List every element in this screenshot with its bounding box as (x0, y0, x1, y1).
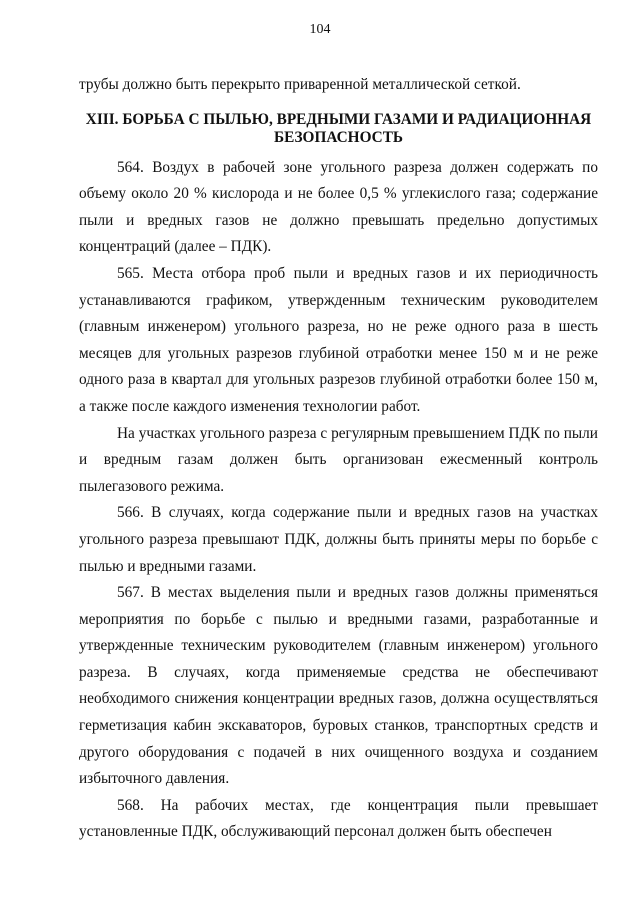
paragraph-565-continued: На участках угольного разреза с регулярным превышением ПДК по пыли и вредным газам должен быть организован ежесменный контроль пылегазового режима. (79, 424, 598, 495)
paragraph-566: 566. В случаях, когда содержание пыли и вредных газов на участках угольного разреза превышают ПДК, должны быть приняты меры по борьбе с пылью и вредными газами. (79, 504, 598, 575)
continuation-line: трубы должно быть перекрыто приваренной металлической сеткой. (79, 76, 521, 93)
section-heading-line-1: XIII. БОРЬБА С ПЫЛЬЮ, ВРЕДНЫМИ ГАЗАМИ И РАДИАЦИОННАЯ (85, 110, 592, 128)
paragraph-568: 568. На рабочих местах, где концентрация пыли превышает установленные ПДК, обслуживающий персонал должен быть обеспечен (79, 796, 598, 841)
page-number: 104 (309, 22, 331, 37)
section-heading-line-2: БЕЗОПАСНОСТЬ (273, 128, 404, 146)
document-body (79, 72, 598, 846)
paragraph-565: 565. Места отбора проб пыли и вредных газов и их периодичность устанавливаются графиком, утвержденным техническим руководителем (главным инженером) угольного разреза, но не реже одного раза в шесть месяцев для угольных разрезов глубиной отработки менее 150 м и не реже одного раза в квартал для угольных разрезов глубиной отработки более 150 м, а также после каждого изменения технологии работ. (79, 264, 598, 415)
section-heading (79, 111, 598, 147)
paragraph-564: 564. Воздух в рабочей зоне угольного разреза должен содержать по объему около 20 % кислорода и не более 0,5 % углекислого газа; содержание пыли и вредных газов не должно превышать предельно допустимых концентраций (далее – ПДК). (79, 158, 598, 256)
paragraph-567: 567. В местах выделения пыли и вредных газов должны применяться мероприятия по борьбе с пылью и вредными газами, разработанные и утвержденные техническим руководителем (главным инженером) угольного разреза. В случаях, когда применяемые средства не обеспечивают необходимого снижения концентрации вредных газов, должна осуществляться герметизация кабин экскаваторов, буровых станков, транспортных средств и другого оборудования с подачей в них очищенного воздуха и созданием избыточного давления. (79, 584, 598, 788)
